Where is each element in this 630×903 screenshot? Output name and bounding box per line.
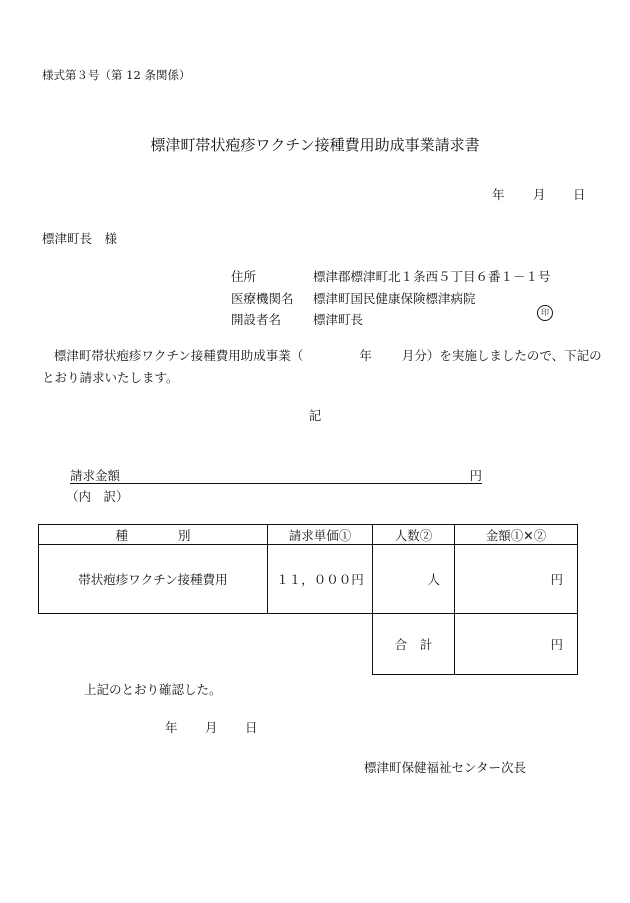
breakdown-label: （内 訳）	[66, 489, 129, 504]
institution-label: 医療機関名	[231, 291, 294, 306]
address-label: 住所	[231, 269, 257, 284]
total-label: 合 計	[373, 614, 455, 675]
table-row	[39, 545, 578, 614]
table-total-row	[39, 614, 578, 675]
table-header-row	[39, 525, 578, 545]
date-day: 日	[573, 187, 586, 202]
cell-unit-price: １１，０００円	[268, 545, 373, 614]
signer-title: 標津町保健福祉センター次長	[364, 760, 527, 775]
opener-label: 開設者名	[231, 312, 282, 327]
ki-heading: 記	[308, 408, 322, 423]
date-day: 日	[245, 720, 258, 735]
header-unit-price: 請求単価①	[268, 525, 373, 545]
request-amount-line	[70, 466, 482, 484]
request-amount-label: 請求金額	[70, 468, 121, 483]
fee-table	[38, 524, 578, 675]
confirmation-text: 上記のとおり確認した。	[84, 682, 222, 697]
opener-value: 標津町長	[313, 312, 364, 327]
date-month: 月	[205, 720, 218, 735]
address-value: 標津郡標津町北１条西５丁目６番１－１号	[313, 269, 551, 284]
cell-count: 人	[373, 545, 455, 614]
statement-part2: 月分）を実施しましたので、下記のとおり請求いたします。	[42, 348, 602, 385]
request-amount-unit: 円	[469, 468, 482, 483]
statement-part1: 標津町帯状疱疹ワクチン接種費用助成事業（	[53, 348, 304, 363]
form-number: 様式第３号（第 12 条関係）	[42, 68, 191, 82]
date-bottom	[165, 718, 258, 736]
institution-value: 標津町国民健康保険標津病院	[313, 291, 476, 306]
date-year: 年	[492, 187, 505, 202]
date-year: 年	[165, 720, 178, 735]
statement-year: 年	[359, 348, 372, 363]
header-type: 種 別	[39, 525, 268, 545]
seal-icon: 印	[537, 305, 553, 321]
total-amount: 円	[455, 614, 578, 675]
date-month: 月	[533, 187, 546, 202]
addressee: 標津町長 様	[42, 231, 118, 246]
document-title: 標津町帯状疱疹ワクチン接種費用助成事業請求書	[150, 136, 480, 154]
header-count: 人数②	[373, 525, 455, 545]
request-statement	[42, 345, 602, 389]
blank-cell	[39, 614, 373, 675]
date-top	[492, 185, 586, 203]
header-amount: 金額①✕②	[455, 525, 578, 545]
cell-amount: 円	[455, 545, 578, 614]
cell-item: 帯状疱疹ワクチン接種費用	[39, 545, 268, 614]
